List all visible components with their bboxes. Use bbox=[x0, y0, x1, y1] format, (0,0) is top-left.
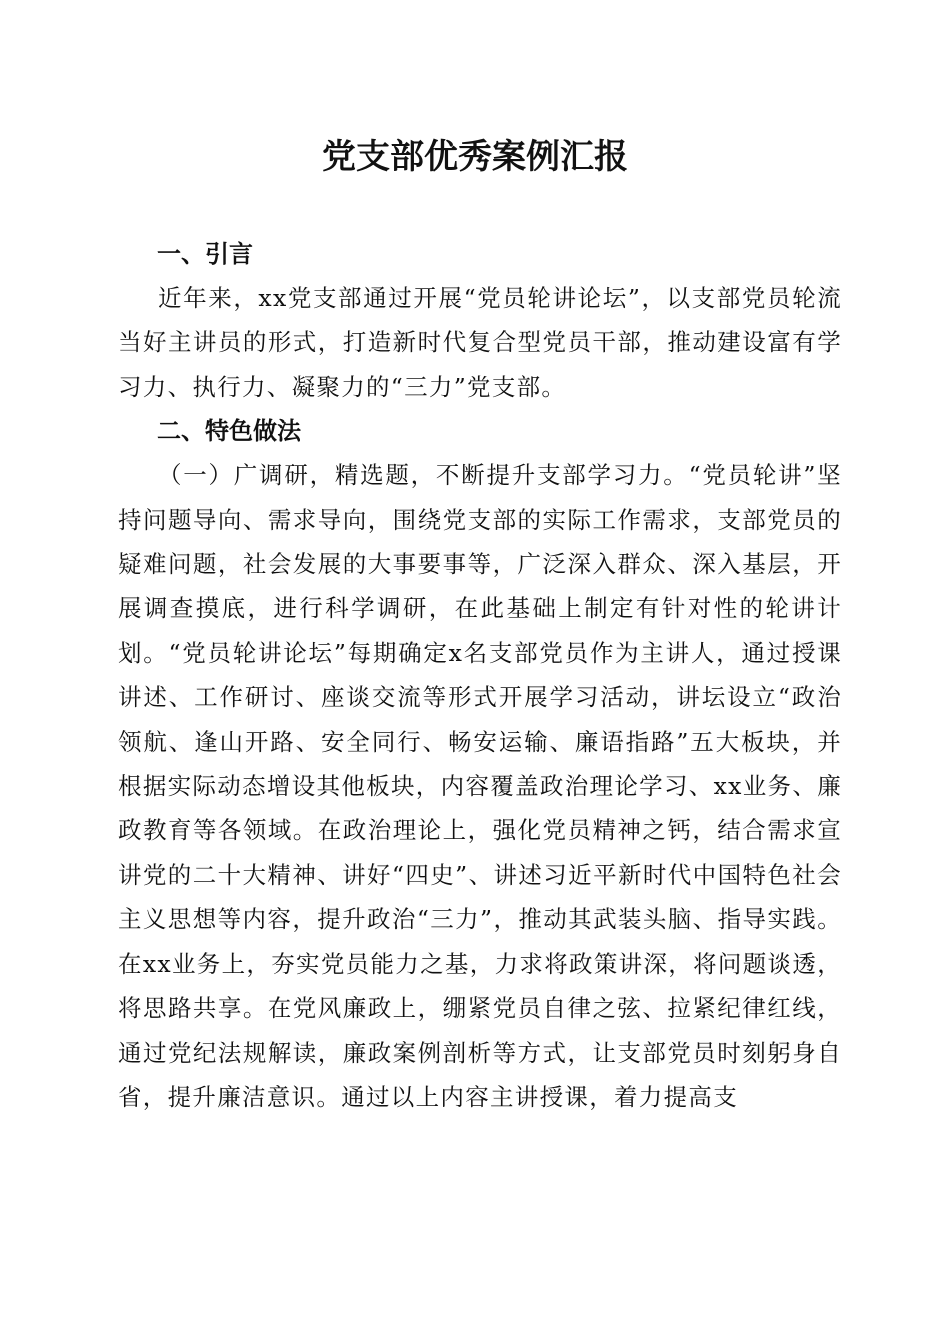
section-heading-introduction: 一、引言 bbox=[157, 240, 253, 268]
document-title: 党支部优秀案例汇报 bbox=[322, 137, 628, 177]
section-heading-practices: 二、特色做法 bbox=[157, 417, 301, 446]
subsection-lead-sentence: （一）广调研，精选题，不断提升支部学习力。 bbox=[158, 461, 689, 490]
document-body bbox=[118, 232, 842, 1119]
section-paragraph-introduction: 近年来，xx党支部通过开展“党员轮讲论坛”，以支部党员轮流当好主讲员的形式，打造新时代复合型党员干部，推动建设富有学习力、执行力、凝聚力的“三力”党支部。 bbox=[118, 284, 842, 401]
subsection-body-text: “党员轮讲”坚持问题导向、需求导向，围绕党支部的实际工作需求，支部党员的疑难问题，社会发展的大事要事等，广泛深入群众、深入基层，开展调查摸底，进行科学调研，在此基础上制定有针对性的轮讲计划。“党员轮讲论坛”每期确定x名支部党员作为主讲人，通过授课讲述、工作研讨、座谈交流等形式开展学习活动，讲坛设立“政治领航、逢山开路、安全同行、畅安运输、廉语指路”五大板块，并根据实际动态增设其他板块，内容覆盖政治理论学习、xx业务、廉政教育等各领域。在政治理论上，强化党员精神之钙，结合需求宣讲党的二十大精神、讲好“四史”、讲述习近平新时代中国特色社会主义思想等内容，提升政治“三力”，推动其武装头脑、指导实践。在xx业务上，夯实党员能力之基，力求将政策讲深，将问题谈透，将思路共享。在党风廉政上，绷紧党员自律之弦、拉紧纪律红线，通过党纪法规解读，廉政案例剖析等方式，让支部党员时刻躬身自省，提升廉洁意识。通过以上内容主讲授课，着力提高支 bbox=[118, 461, 842, 1111]
section-paragraph-practices bbox=[118, 453, 842, 1119]
